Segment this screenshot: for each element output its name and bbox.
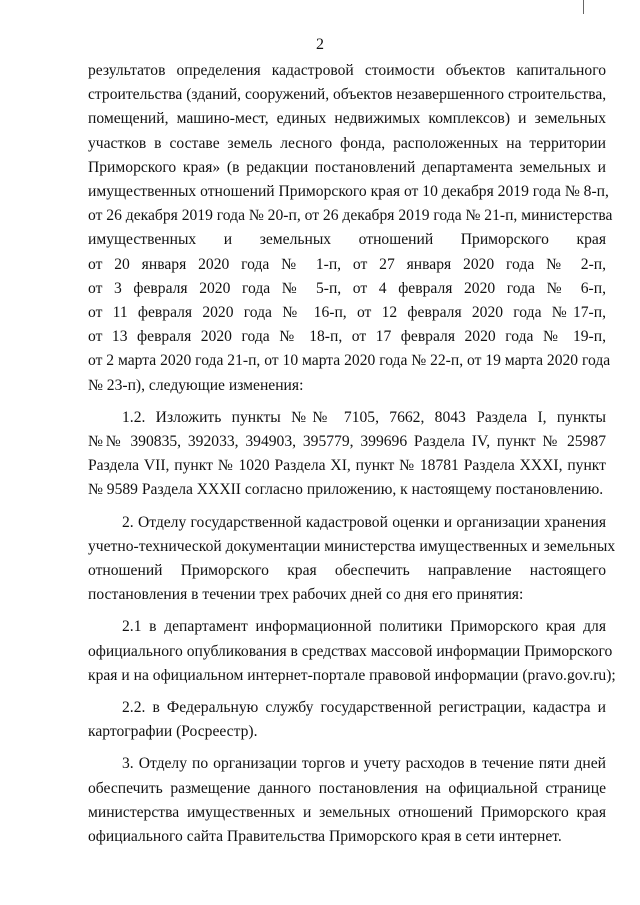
text-line: учетно-технической документации министерства имущественных и земельных [88, 537, 616, 555]
text-line: постановления в течении трех рабочих дней со дня его принятия: [88, 586, 524, 604]
text-line: Приморского края» (в редакции постановлений департамента земельных и [88, 158, 606, 176]
text-line: помещений, машино-мест, единых недвижимых комплексов) и земельных [88, 110, 606, 128]
text-line: от 13 февраля 2020 года № 18-п, от 17 февраля 2020 года № 19-п, [88, 328, 606, 346]
text-line: министерства имущественных и земельных отношений Приморского края [88, 803, 606, 821]
text-line: картографии (Росреестр). [88, 723, 258, 741]
scan-edge-mark [583, 0, 584, 14]
text-line: официального опубликования в средствах массовой информации Приморского [88, 642, 613, 660]
paragraph-item-3 [88, 752, 606, 849]
text-line: обеспечить размещение данного постановления на официальной странице [88, 779, 606, 797]
paragraph-item-2-2 [88, 696, 606, 744]
paragraph-amendment-context [88, 59, 613, 398]
text-line: 2.2. в Федеральную службу государственной регистрации, кадастра и [122, 699, 606, 717]
document-body [88, 59, 616, 849]
text-line: 2.1 в департамент информационной политики Приморского края для [122, 618, 606, 636]
text-line: имущественных и земельных отношений Приморского края [88, 231, 606, 249]
text-line: 1.2. Изложить пункты №№ 7105, 7662, 8043 Раздела I, пункты [122, 408, 606, 426]
text-line: края и на официальном интернет-портале правовой информации (pravo.gov.ru); [88, 666, 616, 684]
text-line: № 23-п), следующие изменения: [88, 376, 304, 394]
text-line: от 26 декабря 2019 года № 20-п, от 26 декабря 2019 года № 21-п, министерства [88, 207, 613, 225]
text-line: 2. Отделу государственной кадастровой оценки и организации хранения [122, 513, 606, 531]
text-line: от 3 февраля 2020 года № 5-п, от 4 февраля 2020 года № 6-п, [88, 279, 606, 297]
text-line: 3. Отделу по организации торгов и учету расходов в течение пяти дней [122, 755, 606, 773]
text-line: строительства (зданий, сооружений, объектов незавершенного строительства, [88, 86, 607, 104]
text-line: от 11 февраля 2020 года № 16-п, от 12 февраля 2020 года №17-п, [88, 304, 606, 322]
text-line: участков в составе земель лесного фонда, расположенных на территории [88, 134, 606, 152]
text-line: № 9589 Раздела XXXII согласно приложению, к настоящему постановлению. [88, 481, 604, 499]
text-line: от 20 января 2020 года № 1-п, от 27 января 2020 года № 2-п, [88, 255, 606, 273]
page-number: 2 [316, 36, 324, 53]
text-line: №№ 390835, 392033, 394903, 395779, 399696 Раздела IV, пункт № 25987 [88, 433, 606, 451]
text-line: имущественных отношений Приморского края от 10 декабря 2019 года № 8-п, [88, 183, 609, 201]
text-line: Раздела VII, пункт № 1020 Раздела XI, пункт № 18781 Раздела XXXI, пункт [88, 457, 606, 475]
text-line: от 2 марта 2020 года 21-п, от 10 марта 2020 года № 22-п, от 19 марта 2020 года [88, 352, 611, 370]
text-line: результатов определения кадастровой стоимости объектов капитального [88, 62, 606, 79]
text-line: отношений Приморского края обеспечить направление настоящего [88, 562, 606, 580]
paragraph-item-2-1 [88, 615, 616, 688]
paragraph-item-1-2 [88, 406, 606, 503]
text-line: официального сайта Правительства Приморского края в сети интернет. [88, 828, 562, 846]
paragraph-item-2 [88, 511, 616, 608]
